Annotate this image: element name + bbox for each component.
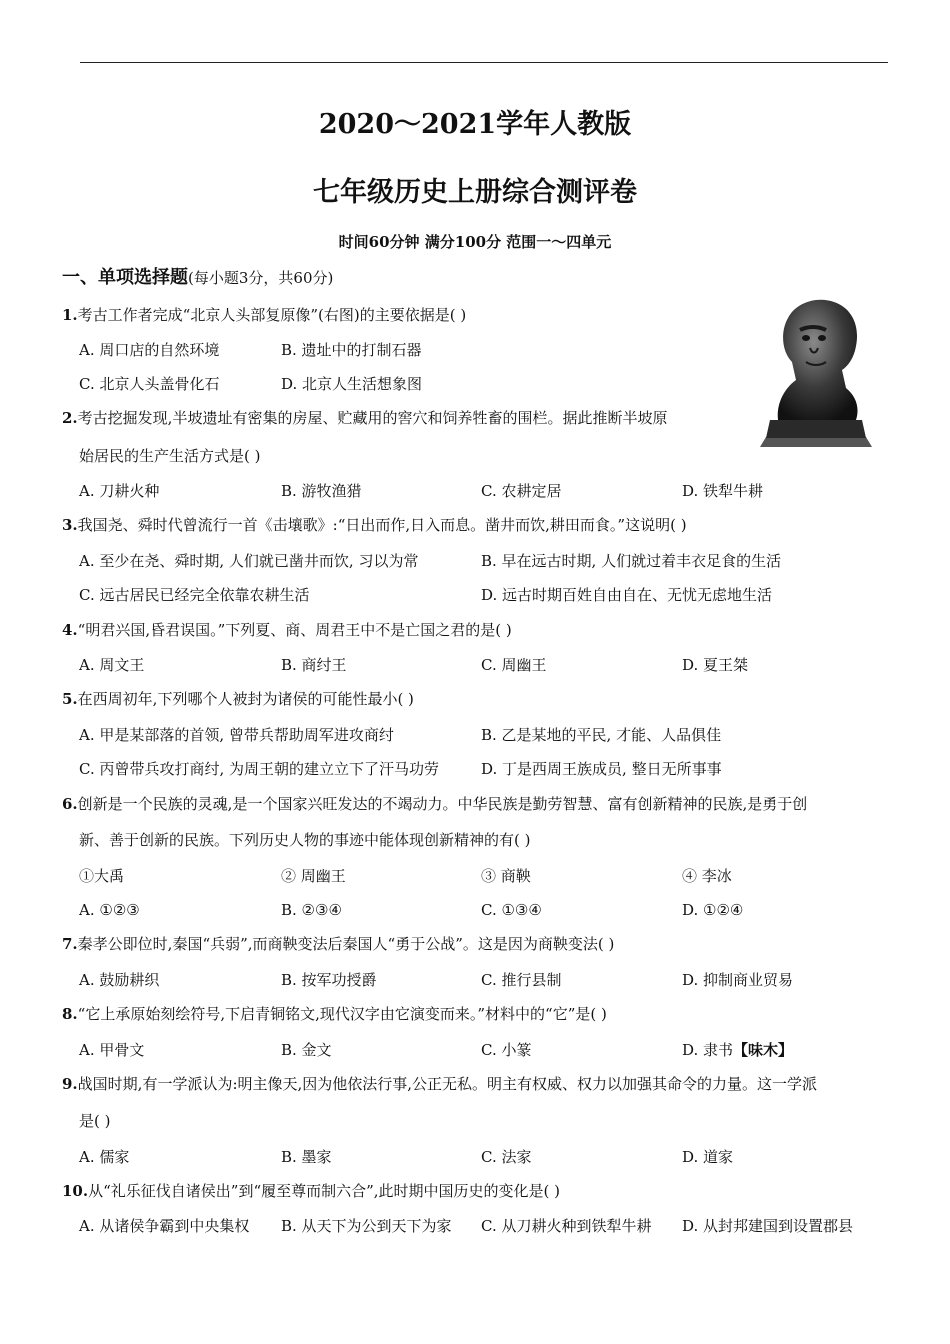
question-5-stem: 5.在西周初年,下列哪个人被封为诸侯的可能性最小( ): [62, 690, 414, 708]
q2-option-d[interactable]: D. 铁犁牛耕: [682, 482, 764, 500]
q1-option-d[interactable]: D. 北京人生活想象图: [281, 375, 423, 393]
q5-option-a[interactable]: A. 甲是某部落的首领, 曾带兵帮助周军进攻商纣: [79, 726, 394, 744]
peking-man-bust-image: [756, 292, 876, 447]
question-3-stem: 3.我国尧、舜时代曾流行一首《击壤歌》:“日出而作,日入而息。凿井而饮,耕田而食。”这说明( ): [62, 516, 687, 534]
q6-option-b[interactable]: B. ②③④: [281, 901, 342, 919]
section-heading: [62, 268, 333, 288]
q3-option-c[interactable]: C. 远古居民已经完全依靠农耕生活: [79, 586, 310, 604]
q10-option-d[interactable]: D. 从封邦建国到设置郡县: [682, 1217, 854, 1235]
q2-option-b[interactable]: B. 游牧渔猎: [281, 482, 362, 500]
q6-item-4: ④ 李冰: [682, 867, 732, 885]
q1-option-b[interactable]: B. 遗址中的打制石器: [281, 341, 422, 359]
exam-subtitle: 时间60分钟 满分100分 范围一～四单元: [338, 233, 612, 251]
q6-item-3: ③ 商鞅: [481, 867, 531, 885]
q8-option-a[interactable]: A. 甲骨文: [79, 1041, 145, 1059]
q10-option-a[interactable]: A. 从诸侯争霸到中央集权: [79, 1217, 250, 1235]
q6-option-d[interactable]: D. ①②④: [682, 901, 744, 919]
question-2-stem-cont: 始居民的生产生活方式是( ): [79, 447, 261, 465]
q9-option-d[interactable]: D. 道家: [682, 1148, 734, 1166]
title-line-1: 2020～2021学年人教版: [318, 109, 632, 140]
q10-option-b[interactable]: B. 从天下为公到天下为家: [281, 1217, 452, 1235]
question-9-stem: 9.战国时期,有一学派认为:明主像天,因为他依法行事,公正无私。明主有权威、权力以加强其命令的力量。这一学派: [62, 1075, 818, 1093]
q4-option-a[interactable]: A. 周文王: [79, 656, 145, 674]
section-title: 一、单项选择题: [62, 267, 188, 288]
q4-option-c[interactable]: C. 周幽王: [481, 656, 547, 674]
question-2-stem: 2.考古挖掘发现,半坡遗址有密集的房屋、贮藏用的窖穴和饲养牲畜的围栏。据此推断半坡原: [62, 409, 668, 427]
q7-option-c[interactable]: C. 推行县制: [481, 971, 562, 989]
question-7-stem: 7.秦孝公即位时,秦国“兵弱”,而商鞅变法后秦国人“勇于公战”。这是因为商鞅变法( ): [62, 935, 615, 953]
q2-option-a[interactable]: A. 刀耕火种: [79, 482, 160, 500]
q5-option-c[interactable]: C. 丙曾带兵攻打商纣, 为周王朝的建立立下了汗马功劳: [79, 760, 440, 778]
q7-option-a[interactable]: A. 鼓励耕织: [79, 971, 160, 989]
section-note: (每小题3分，共60分): [188, 269, 334, 287]
q6-option-c[interactable]: C. ①③④: [481, 901, 542, 919]
q7-option-d[interactable]: D. 抑制商业贸易: [682, 971, 794, 989]
question-9-stem-cont: 是( ): [79, 1112, 111, 1130]
q1-option-a[interactable]: A. 周口店的自然环境: [79, 341, 220, 359]
title-line-2: 七年级历史上册综合测评卷: [313, 177, 637, 208]
q8-option-b[interactable]: B. 金文: [281, 1041, 332, 1059]
q2-option-c[interactable]: C. 农耕定居: [481, 482, 562, 500]
q3-option-d[interactable]: D. 远古时期百姓自由自在、无忧无虑地生活: [481, 586, 773, 604]
q3-option-b[interactable]: B. 早在远古时期, 人们就过着丰衣足食的生活: [481, 552, 782, 570]
q3-option-a[interactable]: A. 至少在尧、舜时期, 人们就已凿井而饮, 习以为常: [79, 552, 419, 570]
question-6-stem: 6.创新是一个民族的灵魂,是一个国家兴旺发达的不竭动力。中华民族是勤劳智慧、富有创新精神的民族,是勇于创: [62, 795, 808, 813]
top-rule: [80, 62, 888, 63]
q5-option-b[interactable]: B. 乙是某地的平民, 才能、人品俱佳: [481, 726, 722, 744]
q8-option-c[interactable]: C. 小篆: [481, 1041, 532, 1059]
q1-option-c[interactable]: C. 北京人头盖骨化石: [79, 375, 220, 393]
question-4-stem: 4.“明君兴国,昏君误国。”下列夏、商、周君王中不是亡国之君的是( ): [62, 621, 512, 639]
q6-item-1: ①大禹: [79, 867, 125, 885]
q9-option-b[interactable]: B. 墨家: [281, 1148, 332, 1166]
q9-option-c[interactable]: C. 法家: [481, 1148, 532, 1166]
q10-option-c[interactable]: C. 从刀耕火种到铁犁牛耕: [481, 1217, 652, 1235]
q6-item-2: ② 周幽王: [281, 867, 346, 885]
q9-option-a[interactable]: A. 儒家: [79, 1148, 130, 1166]
question-10-stem: 10.从“礼乐征伐自诸侯出”到“履至尊而制六合”,此时期中国历史的变化是( ): [62, 1182, 561, 1200]
q6-option-a[interactable]: A. ①②③: [79, 901, 140, 919]
question-8-stem: 8.“它上承原始刻绘符号,下启青铜铭文,现代汉字由它演变而来。”材料中的“它”是( ): [62, 1005, 607, 1023]
q5-option-d[interactable]: D. 丁是西周王族成员, 整日无所事事: [481, 760, 722, 778]
q7-option-b[interactable]: B. 按军功授爵: [281, 971, 377, 989]
question-6-stem-cont: 新、善于创新的民族。下列历史人物的事迹中能体现创新精神的有( ): [79, 831, 531, 849]
q4-option-b[interactable]: B. 商纣王: [281, 656, 347, 674]
q4-option-d[interactable]: D. 夏王桀: [682, 656, 749, 674]
q8-source-tag: 【味木】: [733, 1041, 794, 1059]
question-1-stem: 1.考古工作者完成“北京人头部复原像”(右图)的主要依据是( ): [62, 306, 467, 324]
q8-option-d[interactable]: D. 隶书【味木】: [682, 1041, 794, 1059]
